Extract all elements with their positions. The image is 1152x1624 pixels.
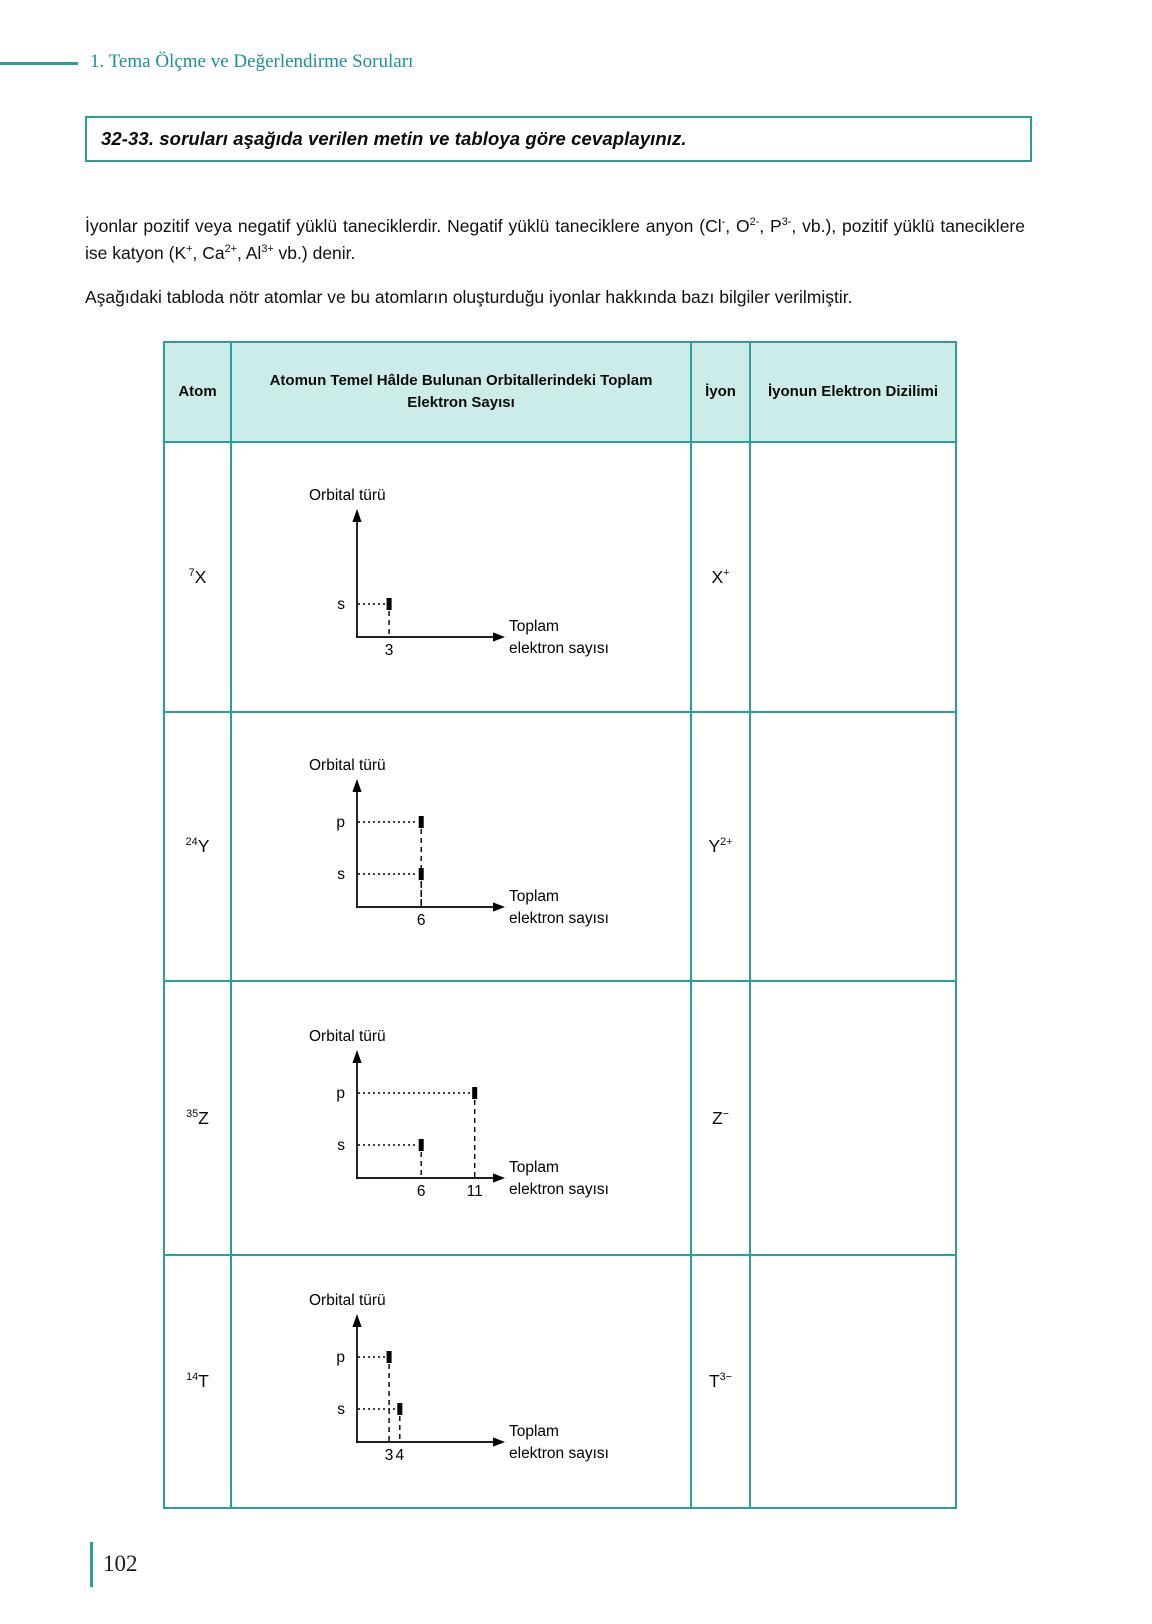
page-number-rule xyxy=(90,1542,93,1587)
svg-text:Toplam: Toplam xyxy=(509,1159,559,1176)
orbital-chart xyxy=(247,1272,690,1492)
column-header-ion: İyon xyxy=(691,342,750,442)
orbital-chart xyxy=(247,467,690,687)
svg-text:p: p xyxy=(336,1085,345,1102)
svg-text:s: s xyxy=(337,1137,345,1154)
orbital-chart xyxy=(247,737,690,957)
svg-text:6: 6 xyxy=(416,911,426,929)
svg-text:Toplam: Toplam xyxy=(509,618,559,635)
svg-text:Orbital türü: Orbital türü xyxy=(309,1291,386,1309)
svg-text:p: p xyxy=(336,813,345,831)
svg-text:11: 11 xyxy=(466,1183,483,1200)
svg-text:elektron sayısı: elektron sayısı xyxy=(509,640,609,657)
atom-symbol: $^{35}$Z xyxy=(164,981,231,1255)
orbital-chart-cell xyxy=(231,442,691,712)
table-row xyxy=(164,981,956,1255)
svg-text:3: 3 xyxy=(384,642,394,659)
ion-symbol: $T^{3-}$ xyxy=(691,1255,750,1508)
orbital-chart xyxy=(247,1008,690,1228)
ion-symbol: $Y^{2+}$ xyxy=(691,712,750,981)
svg-text:6: 6 xyxy=(416,1183,426,1200)
orbital-chart-cell xyxy=(231,712,691,981)
svg-text:Orbital türü: Orbital türü xyxy=(309,487,386,504)
svg-text:elektron sayısı: elektron sayısı xyxy=(509,1181,609,1198)
ion-table xyxy=(163,341,957,1509)
section-heading: 1. Tema Ölçme ve Değerlendirme Soruları xyxy=(90,51,414,72)
atom-symbol: $^{24}$Y xyxy=(164,712,231,981)
table-row xyxy=(164,1255,956,1508)
instruction-box xyxy=(85,116,1032,162)
table-row xyxy=(164,442,956,712)
svg-text:s: s xyxy=(337,1400,345,1418)
svg-text:Orbital türü: Orbital türü xyxy=(309,1028,386,1045)
column-header-orbital-electrons: Atomun Temel Hâlde Bulunan Orbitallerindeki Toplam Elektron Sayısı xyxy=(231,342,691,442)
electron-config-answer-cell xyxy=(750,1255,956,1508)
intro-paragraph-ions: İyonlar pozitif veya negatif yüklü taneciklerdir. Negatif yüklü taneciklere anyon (Cl-, $O^{2-}$, $P^{3-}$, vb.), pozitif yüklü taneciklere ise katyon (K+, $Ca^{2+}$, $Al^{3+}$ vb.) denir. xyxy=(85,215,1025,263)
svg-text:elektron sayısı: elektron sayısı xyxy=(509,1444,609,1462)
intro-paragraph-table-note: Aşağıdaki tabloda nötr atomlar ve bu atomların oluşturduğu iyonlar hakkında bazı bilgiler verilmiştir. xyxy=(85,286,853,307)
column-header-electron-config: İyonun Elektron Dizilimi xyxy=(750,342,956,442)
ion-symbol: Z− xyxy=(691,981,750,1255)
column-header-atom: Atom xyxy=(164,342,231,442)
svg-text:3: 3 xyxy=(384,1446,394,1464)
svg-text:s: s xyxy=(337,596,345,613)
atom-symbol: $^7$X xyxy=(164,442,231,712)
svg-text:Toplam: Toplam xyxy=(509,887,559,905)
svg-text:s: s xyxy=(337,865,345,883)
electron-config-answer-cell xyxy=(750,442,956,712)
table-header-row xyxy=(164,342,956,442)
header-rule-line xyxy=(0,62,78,65)
svg-text:Toplam: Toplam xyxy=(509,1422,559,1440)
svg-text:elektron sayısı: elektron sayısı xyxy=(509,909,609,927)
svg-text:4: 4 xyxy=(395,1446,405,1464)
instruction-text: 32-33. soruları aşağıda verilen metin ve tabloya göre cevaplayınız. xyxy=(101,128,687,149)
ion-symbol: X+ xyxy=(691,442,750,712)
svg-text:p: p xyxy=(336,1348,345,1366)
svg-text:Orbital türü: Orbital türü xyxy=(309,756,386,774)
table-row xyxy=(164,712,956,981)
orbital-chart-cell xyxy=(231,981,691,1255)
orbital-chart-cell xyxy=(231,1255,691,1508)
electron-config-answer-cell xyxy=(750,981,956,1255)
page-number: 102 xyxy=(103,1551,138,1576)
atom-symbol: $^{14}$T xyxy=(164,1255,231,1508)
electron-config-answer-cell xyxy=(750,712,956,981)
